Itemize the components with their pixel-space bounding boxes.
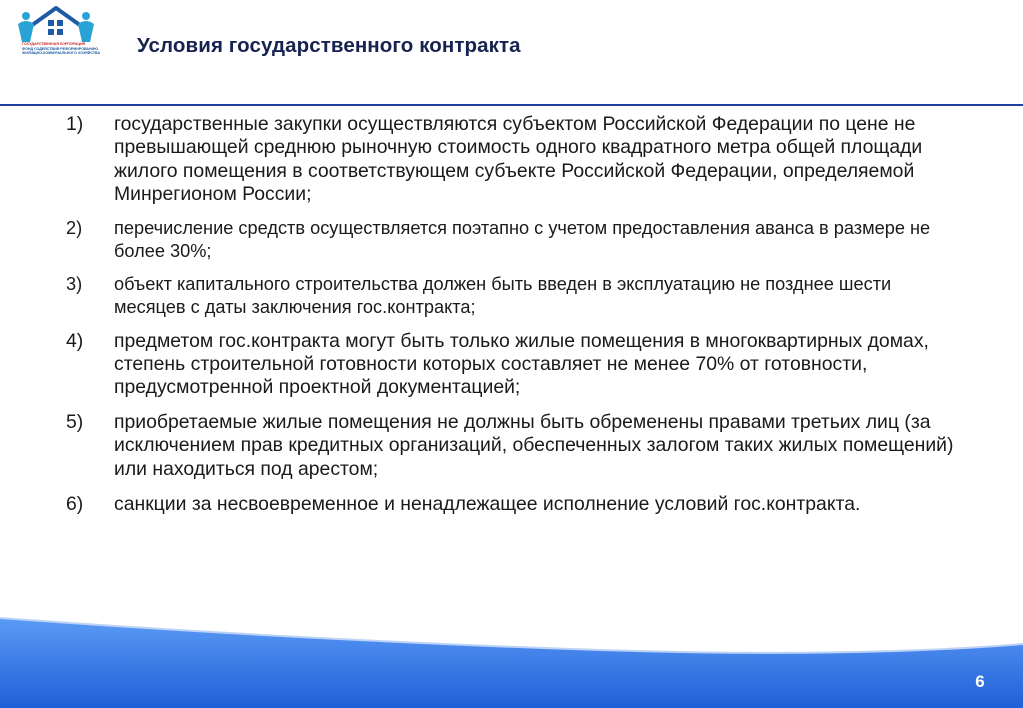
company-logo	[14, 4, 101, 70]
list-item-text: объект капитального строительства должен быть введен в эксплуатацию не позднее шести месяцев с даты заключения гос.контракта;	[114, 273, 892, 317]
house-people-icon	[14, 4, 98, 44]
conditions-list	[66, 113, 966, 516]
title-divider	[0, 104, 1023, 106]
list-item	[66, 411, 966, 481]
list-item	[66, 330, 966, 400]
list-item-text: государственные закупки осуществляются субъектом Российской Федерации по цене не превышающей среднюю рыночную стоимость одного квадратного метра общей площади жилого помещения в соответствующем субъекте Российской Федерации, определяемой Минрегионом России;	[114, 113, 923, 206]
list-item-text: предметом гос.контракта могут быть только жилые помещения в многоквартирных домах, степень строительной готовности которых составляет не менее 70% от готовности, предусмотренной проектной документацией;	[114, 329, 929, 399]
list-item-text: перечисление средств осуществляется поэтапно с учетом предоставления аванса в размере не более 30%;	[114, 217, 931, 261]
list-item-text: приобретаемые жилые помещения не должны быть обременены правами третьих лиц (за исключением прав кредитных организаций, обеспеченных залогом таких жилых помещений) или находиться под арестом;	[114, 410, 954, 480]
page-number: 6	[975, 672, 985, 691]
page-title: Условия государственного контракта	[137, 34, 521, 57]
logo-caption-line: ГОСУДАРСТВЕННАЯ КОРПОРАЦИЯ	[22, 42, 86, 46]
list-item-number: 4)	[66, 329, 84, 352]
list-item-number: 6)	[66, 493, 84, 516]
footer-wave	[0, 590, 1023, 708]
list-item-number: 1)	[66, 113, 84, 135]
logo-caption-line: ФОНД СОДЕЙСТВИЯ РЕФОРМИРОВАНИЮ	[22, 46, 98, 51]
list-item-text: санкции за несвоевременное и ненадлежащее исполнение условий гос.контракта.	[114, 493, 861, 516]
logo-caption	[22, 42, 101, 56]
list-item	[66, 273, 966, 319]
list-item	[66, 493, 966, 516]
list-item	[66, 113, 966, 207]
list-item	[66, 217, 966, 263]
logo-caption-line: ЖИЛИЩНО-КОММУНАЛЬНОГО ХОЗЯЙСТВА	[22, 51, 101, 56]
list-item-number: 3)	[66, 273, 83, 294]
list-item-number: 2)	[66, 217, 83, 238]
list-item-number: 5)	[66, 410, 84, 433]
